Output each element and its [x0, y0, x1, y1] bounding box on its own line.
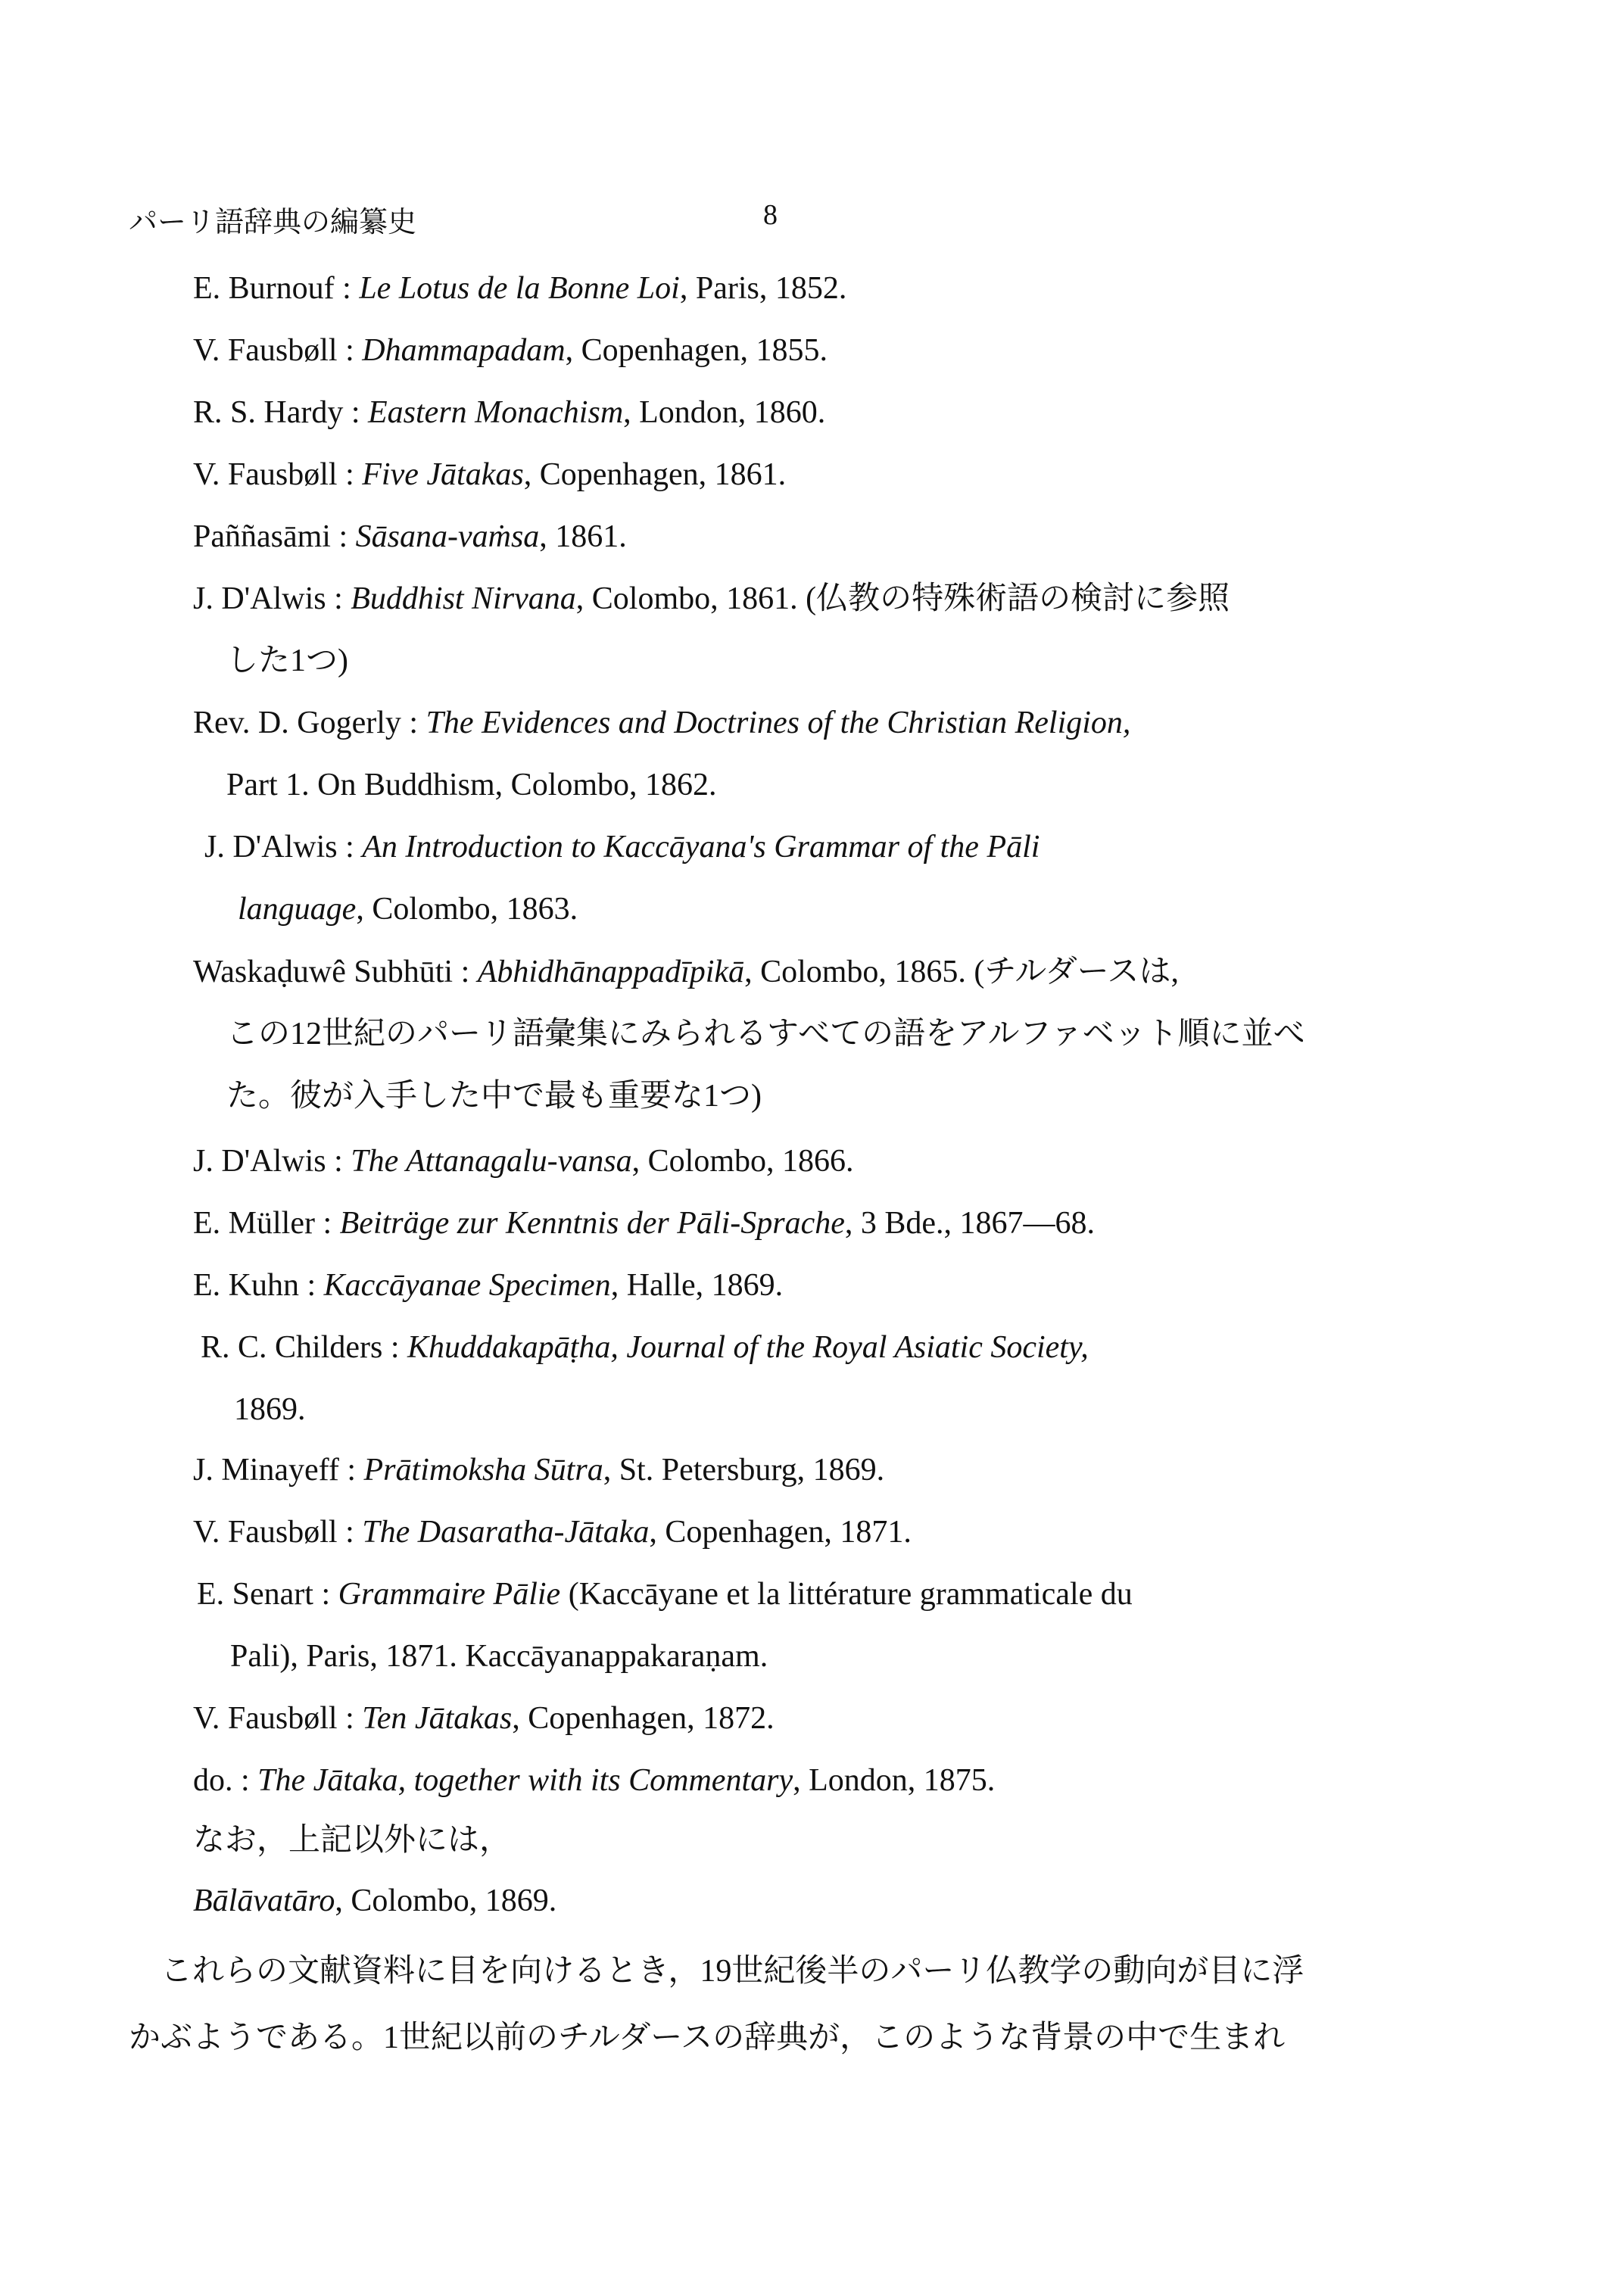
entry-details: , Paris, 1852. [679, 271, 847, 306]
entry-author: do. [193, 1763, 233, 1798]
entry-title: Khuddakapāṭha, Journal of the Royal Asiatic Society, [407, 1330, 1089, 1365]
bibliography-entry: J. D'Alwis : An Introduction to Kaccāyana's Grammar of the Pāli language, Colombo, 1863. [204, 830, 1040, 927]
page-number: 8 [763, 199, 778, 231]
entry-author: J. D'Alwis [204, 830, 338, 865]
entry-title: Bālāvatāro [193, 1883, 335, 1918]
entry-details: , Halle, 1869. [610, 1268, 784, 1303]
bibliography-entry: E. Senart : Grammaire Pālie (Kaccāyane et la littérature grammaticale du Pali), Paris, 1871. Kaccāyanappakaraṇam. [197, 1577, 1133, 1674]
bibliography-entry: R. C. Childers : Khuddakapāṭha, Journal of the Royal Asiatic Society, 1869. [201, 1330, 1089, 1427]
entry-title: Abhidhānappadīpikā [477, 955, 745, 989]
bibliography-entry: Waskaḍuwê Subhūti : Abhidhānappadīpikā, Colombo, 1865. (チルダースは, この12世紀のパーリ語彙集にみられるすべての語をアルファベット順に並べ た。彼が入手した中で最も重要な1つ) [193, 941, 1420, 1127]
entry-continuation: , Colombo, 1863. [356, 892, 578, 927]
entry-author: E. Müller [193, 1206, 315, 1241]
note-line: なお，上記以外には， [193, 1823, 512, 1858]
entry-details: , London, 1875. [793, 1763, 996, 1798]
entry-details: , Copenhagen, 1861. [523, 457, 787, 492]
entry-author: E. Senart [197, 1577, 313, 1612]
entry-author: V. Fausbøll [193, 1515, 338, 1550]
entry-author: Waskaḍuwê Subhūti [193, 955, 454, 989]
entry-details: , Colombo, 1865. (チルダースは, [744, 955, 1180, 989]
entry-title: The Dasaratha-Jātaka [362, 1515, 650, 1550]
bibliography-entry: J. D'Alwis : The Attanagalu-vansa, Colombo, 1866. [193, 1144, 854, 1179]
entry-title-continued: language [238, 892, 357, 927]
entry-author: R. S. Hardy [193, 395, 344, 430]
closing-paragraph [129, 1938, 1416, 2071]
bibliography-entry: V. Fausbøll : Five Jātakas, Copenhagen, 1861. [193, 457, 787, 492]
bibliography-entry: E. Burnouf : Le Lotus de la Bonne Loi, Paris, 1852. [193, 271, 847, 306]
entry-title: An Introduction to Kaccāyana's Grammar of the Pāli [362, 830, 1040, 865]
entry-title: Grammaire Pālie [338, 1577, 561, 1612]
entry-title: Kaccāyanae Specimen [323, 1268, 611, 1303]
entry-details: , Colombo, 1866. [631, 1144, 854, 1179]
entry-continuation: 1869. [234, 1392, 306, 1427]
entry-title: Five Jātakas [362, 457, 524, 492]
entry-continuation: Pali), Paris, 1871. Kaccāyanappakaraṇam. [230, 1639, 768, 1674]
entry-title: Prātimoksha Sūtra [363, 1453, 603, 1488]
bibliography-entry: V. Fausbøll : Ten Jātakas, Copenhagen, 1872. [193, 1701, 775, 1736]
entry-author: J. D'Alwis [193, 581, 326, 616]
bibliography-entry: V. Fausbøll : Dhammapadam, Copenhagen, 1855. [193, 333, 828, 368]
entry-author: J. Minayeff [193, 1453, 339, 1488]
bibliography-entry-extra [193, 1870, 556, 1932]
entry-author: Rev. D. Gogerly [193, 706, 401, 740]
entry-title: The Evidences and Doctrines of the Christian Religion, [425, 706, 1131, 740]
entry-continuation: この12世紀のパーリ語彙集にみられるすべての語をアルファベット順に並べ [226, 1017, 1305, 1051]
entry-details: , London, 1860. [623, 395, 826, 430]
entry-title: Sāsana-vaṁsa [355, 519, 540, 554]
entry-continuation: た。彼が入手した中で最も重要な1つ) [226, 1079, 762, 1114]
entry-details: , Copenhagen, 1855. [565, 333, 828, 368]
running-title: パーリ語辞典の編纂史 [129, 207, 417, 238]
entry-author: Paññasāmi [193, 519, 331, 554]
bibliography-entry: do. : The Jātaka, together with its Commentary, London, 1875. [193, 1763, 996, 1798]
entry-details: , 1861. [539, 519, 627, 554]
bibliography-entry: Rev. D. Gogerly : The Evidences and Doctrines of the Christian Religion, Part 1. On Buddhism, Colombo, 1862. [193, 706, 1131, 802]
bibliography-entry: J. D'Alwis : Buddhist Nirvana, Colombo, 1861. (仏教の特殊術語の検討に参照 した1つ) [193, 581, 1230, 678]
entry-title: Beiträge zur Kenntnis der Pāli-Sprache [339, 1206, 845, 1241]
entry-title: Le Lotus de la Bonne Loi [359, 271, 680, 306]
entry-title: The Attanagalu-vansa [351, 1144, 632, 1179]
entry-details: , St. Petersburg, 1869. [603, 1453, 885, 1488]
entry-title: Dhammapadam [362, 333, 566, 368]
entry-continuation: した1つ) [226, 643, 348, 678]
entry-continuation: Part 1. On Buddhism, Colombo, 1862. [226, 768, 717, 802]
bibliography-entry: E. Kuhn : Kaccāyanae Specimen, Halle, 1869. [193, 1268, 784, 1303]
entry-author: E. Burnouf [193, 271, 335, 306]
entry-title: Eastern Monachism [368, 395, 624, 430]
entry-author: V. Fausbøll [193, 333, 338, 368]
entry-details: , Colombo, 1861. (仏教の特殊術語の検討に参照 [575, 581, 1230, 616]
paragraph-line-1: これらの文献資料に目を向けるとき，19世紀後半のパーリ仏教学の動向が目に浮 [161, 1954, 1304, 1989]
entry-title: The Jātaka, together with its Commentary [257, 1763, 793, 1798]
bibliography-entry: E. Müller : Beiträge zur Kenntnis der Pāli-Sprache, 3 Bde., 1867—68. [193, 1206, 1096, 1241]
bibliography-entry: Paññasāmi : Sāsana-vaṁsa, 1861. [193, 519, 627, 554]
entry-title: Buddhist Nirvana [351, 581, 576, 616]
entry-author: V. Fausbøll [193, 1701, 338, 1736]
entry-details: , Colombo, 1869. [335, 1883, 557, 1918]
bibliography-entry: V. Fausbøll : The Dasaratha-Jātaka, Copenhagen, 1871. [193, 1515, 912, 1550]
bibliography-entry: R. S. Hardy : Eastern Monachism, London, 1860. [193, 395, 826, 430]
entry-details: , Copenhagen, 1871. [649, 1515, 912, 1550]
entry-author: V. Fausbøll [193, 457, 338, 492]
entry-details: (Kaccāyane et la littérature grammaticale du [560, 1577, 1133, 1612]
bibliography-entry: J. Minayeff : Prātimoksha Sūtra, St. Petersburg, 1869. [193, 1453, 885, 1488]
entry-author: E. Kuhn [193, 1268, 299, 1303]
entry-author: J. D'Alwis [193, 1144, 326, 1179]
entry-title: Ten Jātakas [362, 1701, 513, 1736]
entry-author: R. C. Childers [201, 1330, 383, 1365]
paragraph-line-2: かぶようである。1世紀以前のチルダースの辞典が，このような背景の中で生まれ [129, 2020, 1286, 2055]
entry-details: , Copenhagen, 1872. [512, 1701, 775, 1736]
entry-details: , 3 Bde., 1867—68. [844, 1206, 1096, 1241]
